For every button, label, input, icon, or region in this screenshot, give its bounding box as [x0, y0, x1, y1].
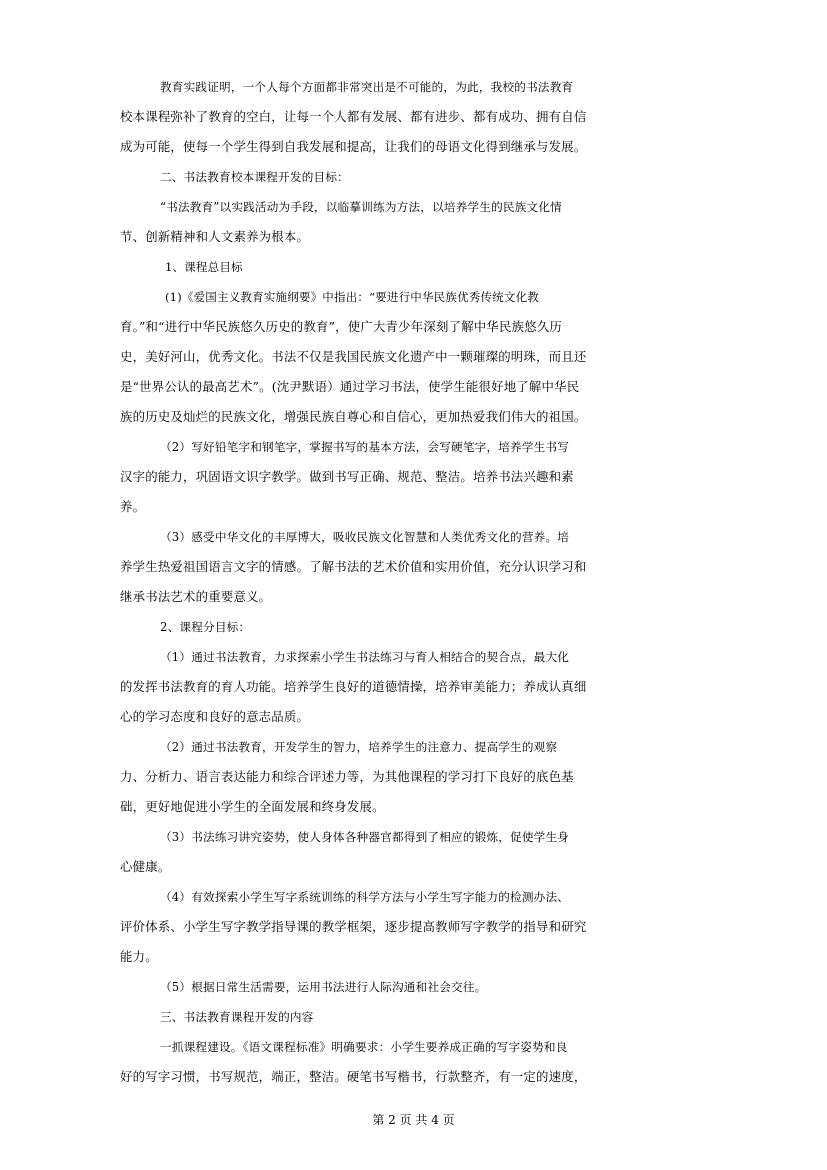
- text-line: 的发挥书法教育的育人功能。培养学生良好的道德情操，培养审美能力；养成认真细: [120, 679, 587, 694]
- text-line: （5）根据日常生活需要，运用书法进行人际沟通和社会交往。: [160, 980, 487, 994]
- text-line: (1)《爱国主义教育实施纲要》中指出：“要进行中华民族优秀传统文化教: [165, 290, 539, 304]
- text-line: 二、书法教育校本课程开发的目标：: [160, 170, 349, 184]
- text-line: 汉字的能力，巩固语文识字教学。做到书写正确、规范、整洁。培养书法兴趣和素: [120, 469, 574, 484]
- page-footer: 第 2 页 共 4 页: [372, 1113, 455, 1127]
- text-line: 育。”和“进行中华民族悠久历史的教育”，使广大青少年深刻了解中华民族悠久历: [120, 319, 563, 334]
- text-line: 一抓课程建设。《语文课程标准》明确要求：小学生要养成正确的写字姿势和良: [160, 1040, 568, 1054]
- text-line: 心健康。: [120, 859, 171, 874]
- text-line: 节、创新精神和人文素养为根本。: [120, 229, 310, 244]
- text-line: 校本课程弥补了教育的空白，让每一个人都有发展、都有进步、都有成功、拥有自信: [120, 109, 587, 124]
- text-line: （3）书法练习讲究姿势，使人身体各种器官都得到了相应的锻炼，促使学生身: [160, 830, 570, 844]
- text-line: （1）通过书法教育，力求探索小学生书法练习与育人相结合的契合点，最大化: [160, 650, 570, 664]
- text-line: 评价体系、小学生写字教学指导课的教学框架，逐步提高教师写字教学的指导和研究: [120, 919, 587, 934]
- text-line: 教育实践证明，一个人每个方面都非常突出是不可能的，为此，我校的书法教育: [160, 80, 574, 94]
- text-line: 能力。: [120, 949, 158, 964]
- text-line: 1、课程总目标: [165, 260, 243, 274]
- text-line: 力、分析力、语言表达能力和综合评述力等，为其他课程的学习打下良好的底色基: [120, 769, 574, 784]
- text-line: 养。: [120, 499, 146, 514]
- text-line: 础，更好地促进小学生的全面发展和终身发展。: [120, 799, 385, 814]
- text-line: “书法教育”以实践活动为手段，以临摹训练为方法，以培养学生的民族文化情: [160, 200, 562, 214]
- text-line: 史，美好河山，优秀文化。书法不仅是我国民族文化遗产中一颗璀璨的明珠，而且还: [120, 349, 587, 364]
- text-line: （3）感受中华文化的丰厚博大，吸收民族文化智慧和人类优秀文化的营养。培: [160, 530, 570, 544]
- text-line: 养学生热爱祖国语言文字的情感。了解书法的艺术价值和实用价值，充分认识学习和: [120, 559, 587, 574]
- text-line: 成为可能，使每一个学生得到自我发展和提高，让我们的母语文化得到继承与发展。: [120, 139, 587, 154]
- text-line: 2、课程分目标：: [160, 620, 251, 634]
- text-line: 三、书法教育课程开发的内容: [160, 1010, 314, 1024]
- text-line: （4）有效探索小学生写字系统训练的科学方法与小学生写字能力的检测办法、: [160, 890, 570, 904]
- text-line: 心的学习态度和良好的意志品质。: [120, 709, 310, 724]
- text-line: 族的历史及灿烂的民族文化，增强民族自尊心和自信心，更加热爱我们伟大的祖国。: [120, 409, 587, 424]
- text-line: 好的写字习惯，书写规范，端正，整洁。硬笔书写楷书，行款整齐，有一定的速度，: [120, 1069, 587, 1084]
- text-line: 继承书法艺术的重要意义。: [120, 589, 272, 604]
- text-line: （2）通过书法教育，开发学生的智力，培养学生的注意力、提高学生的观察: [160, 740, 558, 754]
- text-line: 是“世界公认的最高艺术”。(沈尹默语）通过学习书法，使学生能很好地了解中华民: [120, 379, 580, 394]
- text-line: （2）写好铅笔字和钢笔字，掌握书写的基本方法，会写硬笔字，培养学生书写: [160, 440, 570, 454]
